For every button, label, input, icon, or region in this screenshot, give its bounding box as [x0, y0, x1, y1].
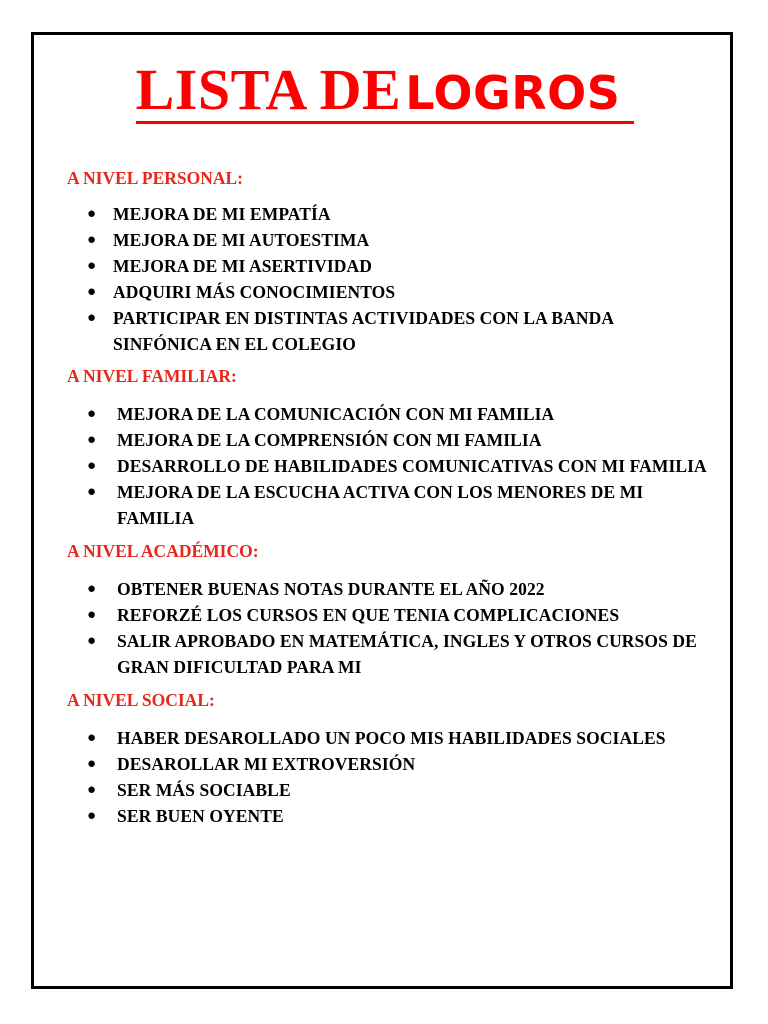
bullet-icon: ● — [87, 484, 97, 500]
section-heading: A NIVEL FAMILIAR: — [67, 366, 237, 386]
item-list — [67, 401, 707, 531]
content — [67, 167, 707, 829]
list-item-text: DESARROLLO DE HABILIDADES COMUNICATIVAS CON MI FAMILIA — [117, 456, 707, 476]
list-item — [67, 628, 707, 680]
list-item-text: SER MÁS SOCIABLE — [117, 780, 291, 800]
list-item — [67, 305, 707, 357]
bullet-icon: ● — [87, 310, 97, 326]
page-title-part1: LISTA DE — [135, 57, 402, 122]
section-heading: A NIVEL SOCIAL: — [67, 690, 215, 710]
page-frame — [31, 32, 733, 989]
list-item-text: MEJORA DE MI AUTOESTIMA — [113, 230, 370, 250]
section-heading: A NIVEL PERSONAL: — [67, 168, 244, 188]
bullet-icon: ● — [87, 432, 97, 448]
title-wrap — [34, 57, 730, 124]
section-personal — [67, 167, 707, 357]
section-heading: A NIVEL ACADÉMICO: — [67, 541, 259, 561]
list-item-text: HABER DESAROLLADO UN POCO MIS HABILIDADES SOCIALES — [117, 728, 666, 748]
list-item — [67, 725, 707, 751]
bullet-icon: ● — [87, 284, 97, 300]
list-item-text: SER BUEN OYENTE — [117, 806, 284, 826]
list-item — [67, 453, 707, 479]
bullet-icon: ● — [87, 206, 97, 222]
list-item-text: MEJORA DE LA COMPRENSIÓN CON MI FAMILIA — [117, 430, 542, 450]
page-title — [135, 57, 635, 124]
page-title-part2: LOGROS — [405, 66, 621, 120]
list-item — [67, 227, 707, 253]
section-social — [67, 689, 707, 829]
bullet-icon: ● — [87, 782, 97, 798]
list-item — [67, 279, 707, 305]
list-item — [67, 253, 707, 279]
bullet-icon: ● — [87, 258, 97, 274]
bullet-icon: ● — [87, 406, 97, 422]
item-list — [67, 576, 707, 680]
bullet-icon: ● — [87, 808, 97, 824]
list-item — [67, 803, 707, 829]
list-item-text: MEJORA DE MI EMPATÍA — [113, 204, 331, 224]
list-item-text: DESAROLLAR MI EXTROVERSIÓN — [117, 754, 416, 774]
list-item — [67, 751, 707, 777]
section-academico — [67, 540, 707, 680]
list-item-text: PARTICIPAR EN DISTINTAS ACTIVIDADES CON LA BANDA SINFÓNICA EN EL COLEGIO — [113, 308, 614, 354]
list-item — [67, 777, 707, 803]
bullet-icon: ● — [87, 458, 97, 474]
bullet-icon: ● — [87, 730, 97, 746]
list-item — [67, 576, 707, 602]
list-item — [67, 201, 707, 227]
bullet-icon: ● — [87, 607, 97, 623]
bullet-icon: ● — [87, 756, 97, 772]
item-list — [67, 725, 707, 829]
list-item-text: ADQUIRI MÁS CONOCIMIENTOS — [113, 282, 396, 302]
list-item-text: MEJORA DE LA ESCUCHA ACTIVA CON LOS MENORES DE MI FAMILIA — [117, 482, 644, 528]
list-item — [67, 427, 707, 453]
list-item-text: MEJORA DE LA COMUNICACIÓN CON MI FAMILIA — [117, 404, 555, 424]
list-item — [67, 401, 707, 427]
list-item — [67, 479, 707, 531]
bullet-icon: ● — [87, 581, 97, 597]
item-list — [67, 201, 707, 357]
list-item-text: MEJORA DE MI ASERTIVIDAD — [113, 256, 372, 276]
list-item — [67, 602, 707, 628]
list-item-text: OBTENER BUENAS NOTAS DURANTE EL AÑO 2022 — [117, 579, 545, 599]
list-item-text: REFORZÉ LOS CURSOS EN QUE TENIA COMPLICACIONES — [117, 605, 620, 625]
bullet-icon: ● — [87, 232, 97, 248]
list-item-text: SALIR APROBADO EN MATEMÁTICA, INGLES Y OTROS CURSOS DE GRAN DIFICULTAD PARA MI — [117, 631, 697, 677]
section-familiar — [67, 365, 707, 531]
bullet-icon: ● — [87, 633, 97, 649]
